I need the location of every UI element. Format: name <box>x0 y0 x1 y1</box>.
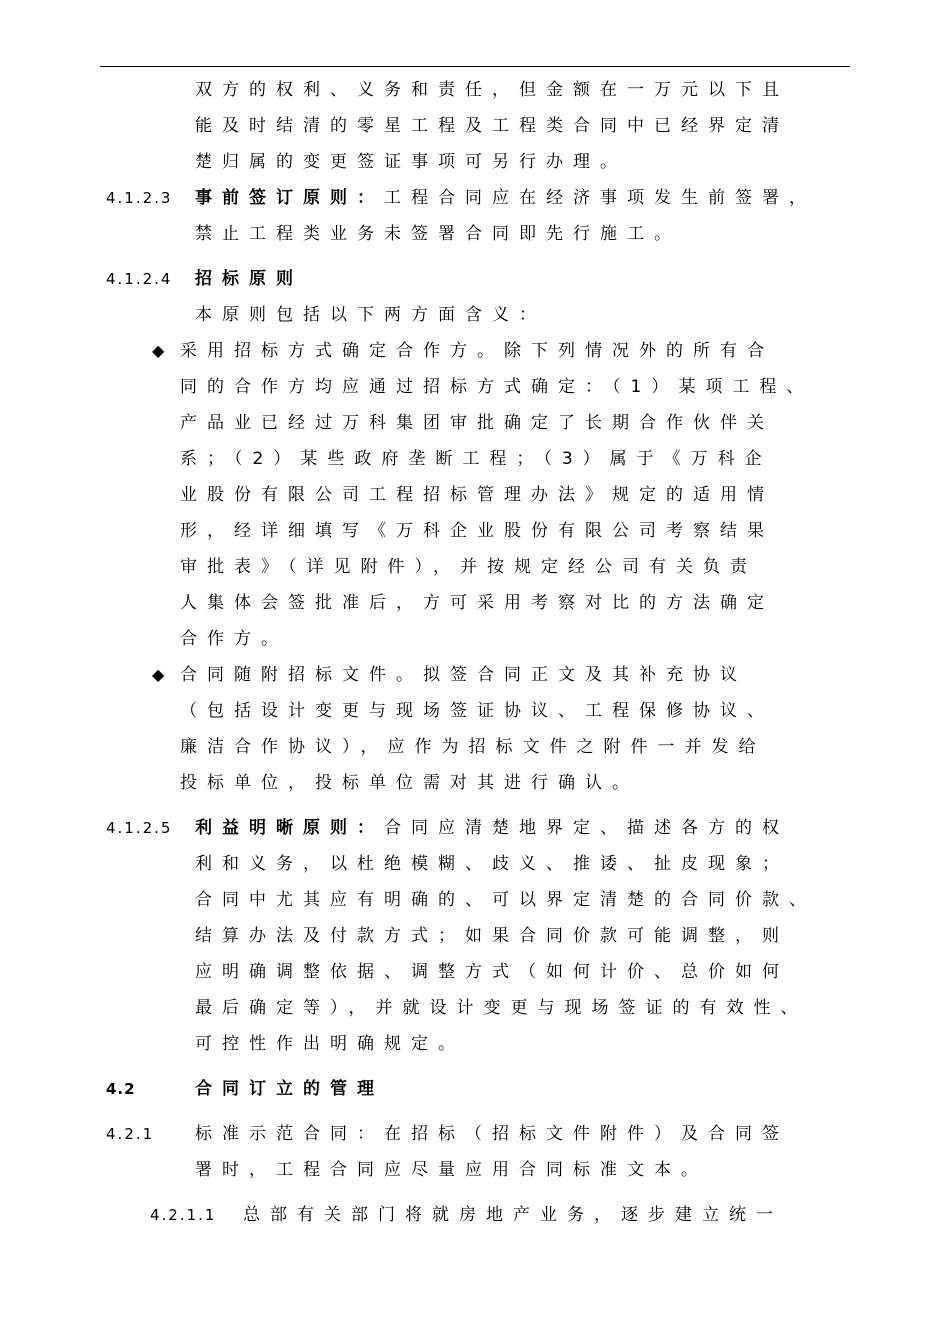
section-number: 4.2 <box>106 1080 136 1098</box>
bullet-diamond-icon: ◆ <box>152 341 165 360</box>
bullet-line: 业股份有限公司工程招标管理办法》规定的适用情 <box>180 485 774 505</box>
text-line: 可控性作出明确规定。 <box>195 1034 465 1054</box>
text-line: 能及时结清的零星工程及工程类合同中已经界定清 <box>195 116 789 136</box>
bullet-line: 产品业已经过万科集团审批确定了长期合作伙伴关 <box>180 413 774 433</box>
text-line: 禁止工程类业务未签署合同即先行施工。 <box>195 224 681 244</box>
header-rule <box>100 66 850 67</box>
bullet-line: 廉洁合作协议），应作为招标文件之附件一并发给 <box>180 737 766 757</box>
section-number: 4.2.1 <box>106 1125 155 1143</box>
text-line: 双方的权利、义务和责任，但金额在一万元以下且 <box>195 80 789 100</box>
section-text: 合同应清楚地界定、描述各方的权 <box>384 818 789 838</box>
section-title: 合同订立的管理 <box>195 1079 384 1099</box>
section-4125-line1 <box>195 816 789 840</box>
bullet-line: 合同随附招标文件。拟签合同正文及其补充协议 <box>180 665 747 685</box>
bullet-diamond-icon: ◆ <box>152 665 165 684</box>
section-number: 4.1.2.5 <box>106 819 173 837</box>
bullet-line: 系；（2）某些政府垄断工程；（3）属于《万科企 <box>180 449 772 469</box>
section-title: 利益明晰原则： <box>195 818 384 838</box>
text-line: 结算办法及付款方式；如果合同价款可能调整，则 <box>195 926 789 946</box>
section-title: 事前签订原则： <box>195 188 384 208</box>
bullet-line: （包括设计变更与现场签证协议、工程保修协议、 <box>180 701 774 721</box>
section-title: 招标原则 <box>195 269 303 289</box>
section-number: 4.1.2.4 <box>106 270 173 288</box>
bullet-line: 投标单位，投标单位需对其进行确认。 <box>180 773 639 793</box>
bullet-line: 采用招标方式确定合作方。除下列情况外的所有合 <box>180 341 774 361</box>
section-number: 4.2.1.1 <box>150 1206 217 1224</box>
text-line: 合同中尤其应有明确的、可以界定清楚的合同价款、 <box>195 890 816 910</box>
text-line: 本原则包括以下两方面含义： <box>195 305 546 325</box>
text-line: 标准示范合同：在招标（招标文件附件）及合同签 <box>195 1124 789 1144</box>
section-number: 4.1.2.3 <box>106 189 173 207</box>
text-line: 总部有关部门将就房地产业务，逐步建立统一 <box>243 1205 783 1225</box>
text-line: 应明确调整依据、调整方式（如何计价、总价如何 <box>195 962 789 982</box>
section-4123-line1 <box>195 186 816 210</box>
bullet-line: 合作方。 <box>180 629 288 649</box>
bullet-line: 同的合作方均应通过招标方式确定：（1）某项工程、 <box>180 377 814 397</box>
bullet-line: 审批表》（详见附件），并按规定经公司有关负责 <box>180 557 757 577</box>
text-line: 最后确定等），并就设计变更与现场签证的有效性、 <box>195 998 808 1018</box>
section-text: 工程合同应在经济事项发生前签署， <box>384 188 816 208</box>
text-line: 利和义务，以杜绝模糊、歧义、推诿、扯皮现象； <box>195 854 789 874</box>
text-line: 楚归属的变更签证事项可另行办理。 <box>195 152 627 172</box>
bullet-line: 人集体会签批准后，方可采用考察对比的方法确定 <box>180 593 774 613</box>
bullet-line: 形，经详细填写《万科企业股份有限公司考察结果 <box>180 521 774 541</box>
text-line: 署时，工程合同应尽量应用合同标准文本。 <box>195 1160 708 1180</box>
